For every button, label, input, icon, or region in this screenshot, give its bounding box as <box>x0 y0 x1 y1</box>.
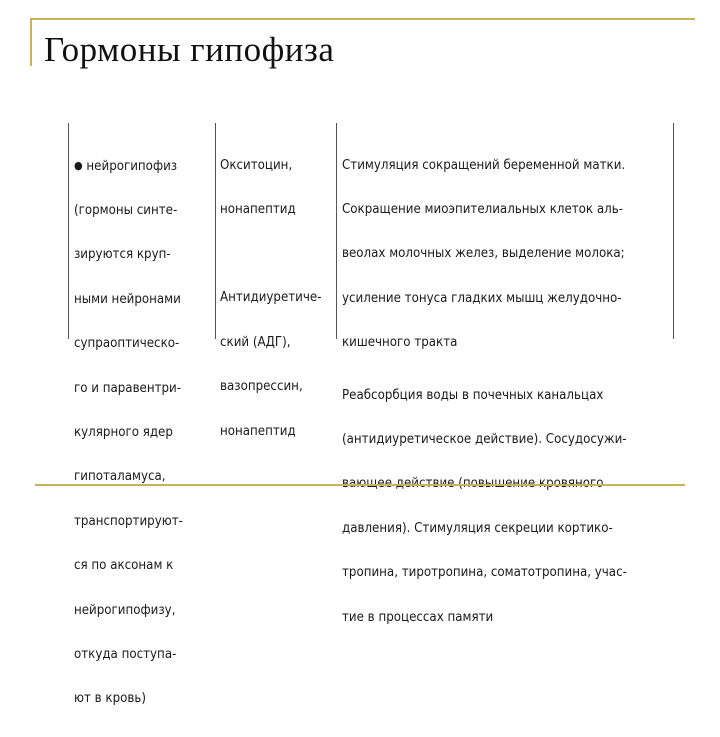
cell-line: ся по аксонам к <box>74 558 174 574</box>
cell-line: ский (АДГ), <box>220 334 291 350</box>
cell-line: Сокращение миоэпителиальных клеток аль- <box>342 201 623 217</box>
cell-line <box>74 159 218 175</box>
cell-line: вазопрессин, <box>220 379 303 395</box>
footer-rule <box>35 484 685 486</box>
slide-title: Гормоны гипофиза <box>44 30 335 69</box>
table-cell-effects <box>342 129 674 655</box>
cell-line: ными нейронами <box>74 291 181 307</box>
table-cell-source <box>74 129 218 737</box>
cell-line: ют в кровь) <box>74 691 146 707</box>
table-left-border <box>68 123 69 339</box>
cell-line: нонапептид <box>220 423 296 439</box>
cell-line: тропина, тиротропина, соматотропина, учас- <box>342 565 627 581</box>
cell-line: (гормоны синте- <box>74 202 178 218</box>
hormone-oxytocin: Окситоцин, <box>220 157 293 173</box>
cell-line: супраоптическо- <box>74 336 180 352</box>
cell-line: откуда поступа- <box>74 646 177 662</box>
bullet-icon: ● <box>74 158 83 172</box>
cell-line: тие в процессах памяти <box>342 609 494 625</box>
cell-line: го и паравентри- <box>74 380 182 396</box>
hormone-table <box>68 123 674 707</box>
cell-line: давления). Стимуляция секреции кортико- <box>342 520 613 536</box>
cell-line: нонапептид <box>220 201 296 217</box>
title-frame-horizontal <box>30 18 695 20</box>
cell-line: гипоталамуса, <box>74 469 166 485</box>
cell-line-text: нейрогипофиз <box>86 158 178 174</box>
cell-line: кулярного ядер <box>74 424 173 440</box>
cell-line: (антидиуретическое действие). Сосудосужи- <box>342 431 627 447</box>
hormone-adh: Антидиуретиче- <box>220 290 322 306</box>
cell-line: зируются круп- <box>74 247 171 263</box>
cell-line: кишечного тракта <box>342 335 458 351</box>
cell-line: Стимуляция сокращений беременной матки. <box>342 157 626 173</box>
cell-line: транспортируют- <box>74 513 183 529</box>
cell-line: усиление тонуса гладких мышц желудочно- <box>342 290 622 306</box>
cell-line: веолах молочных желез, выделение молока; <box>342 246 625 262</box>
title-frame-vertical <box>30 18 32 66</box>
table-cell-hormones <box>220 129 338 469</box>
cell-line: нейрогипофизу, <box>74 602 176 618</box>
cell-line: Реабсорбция воды в почечных канальцах <box>342 387 604 403</box>
